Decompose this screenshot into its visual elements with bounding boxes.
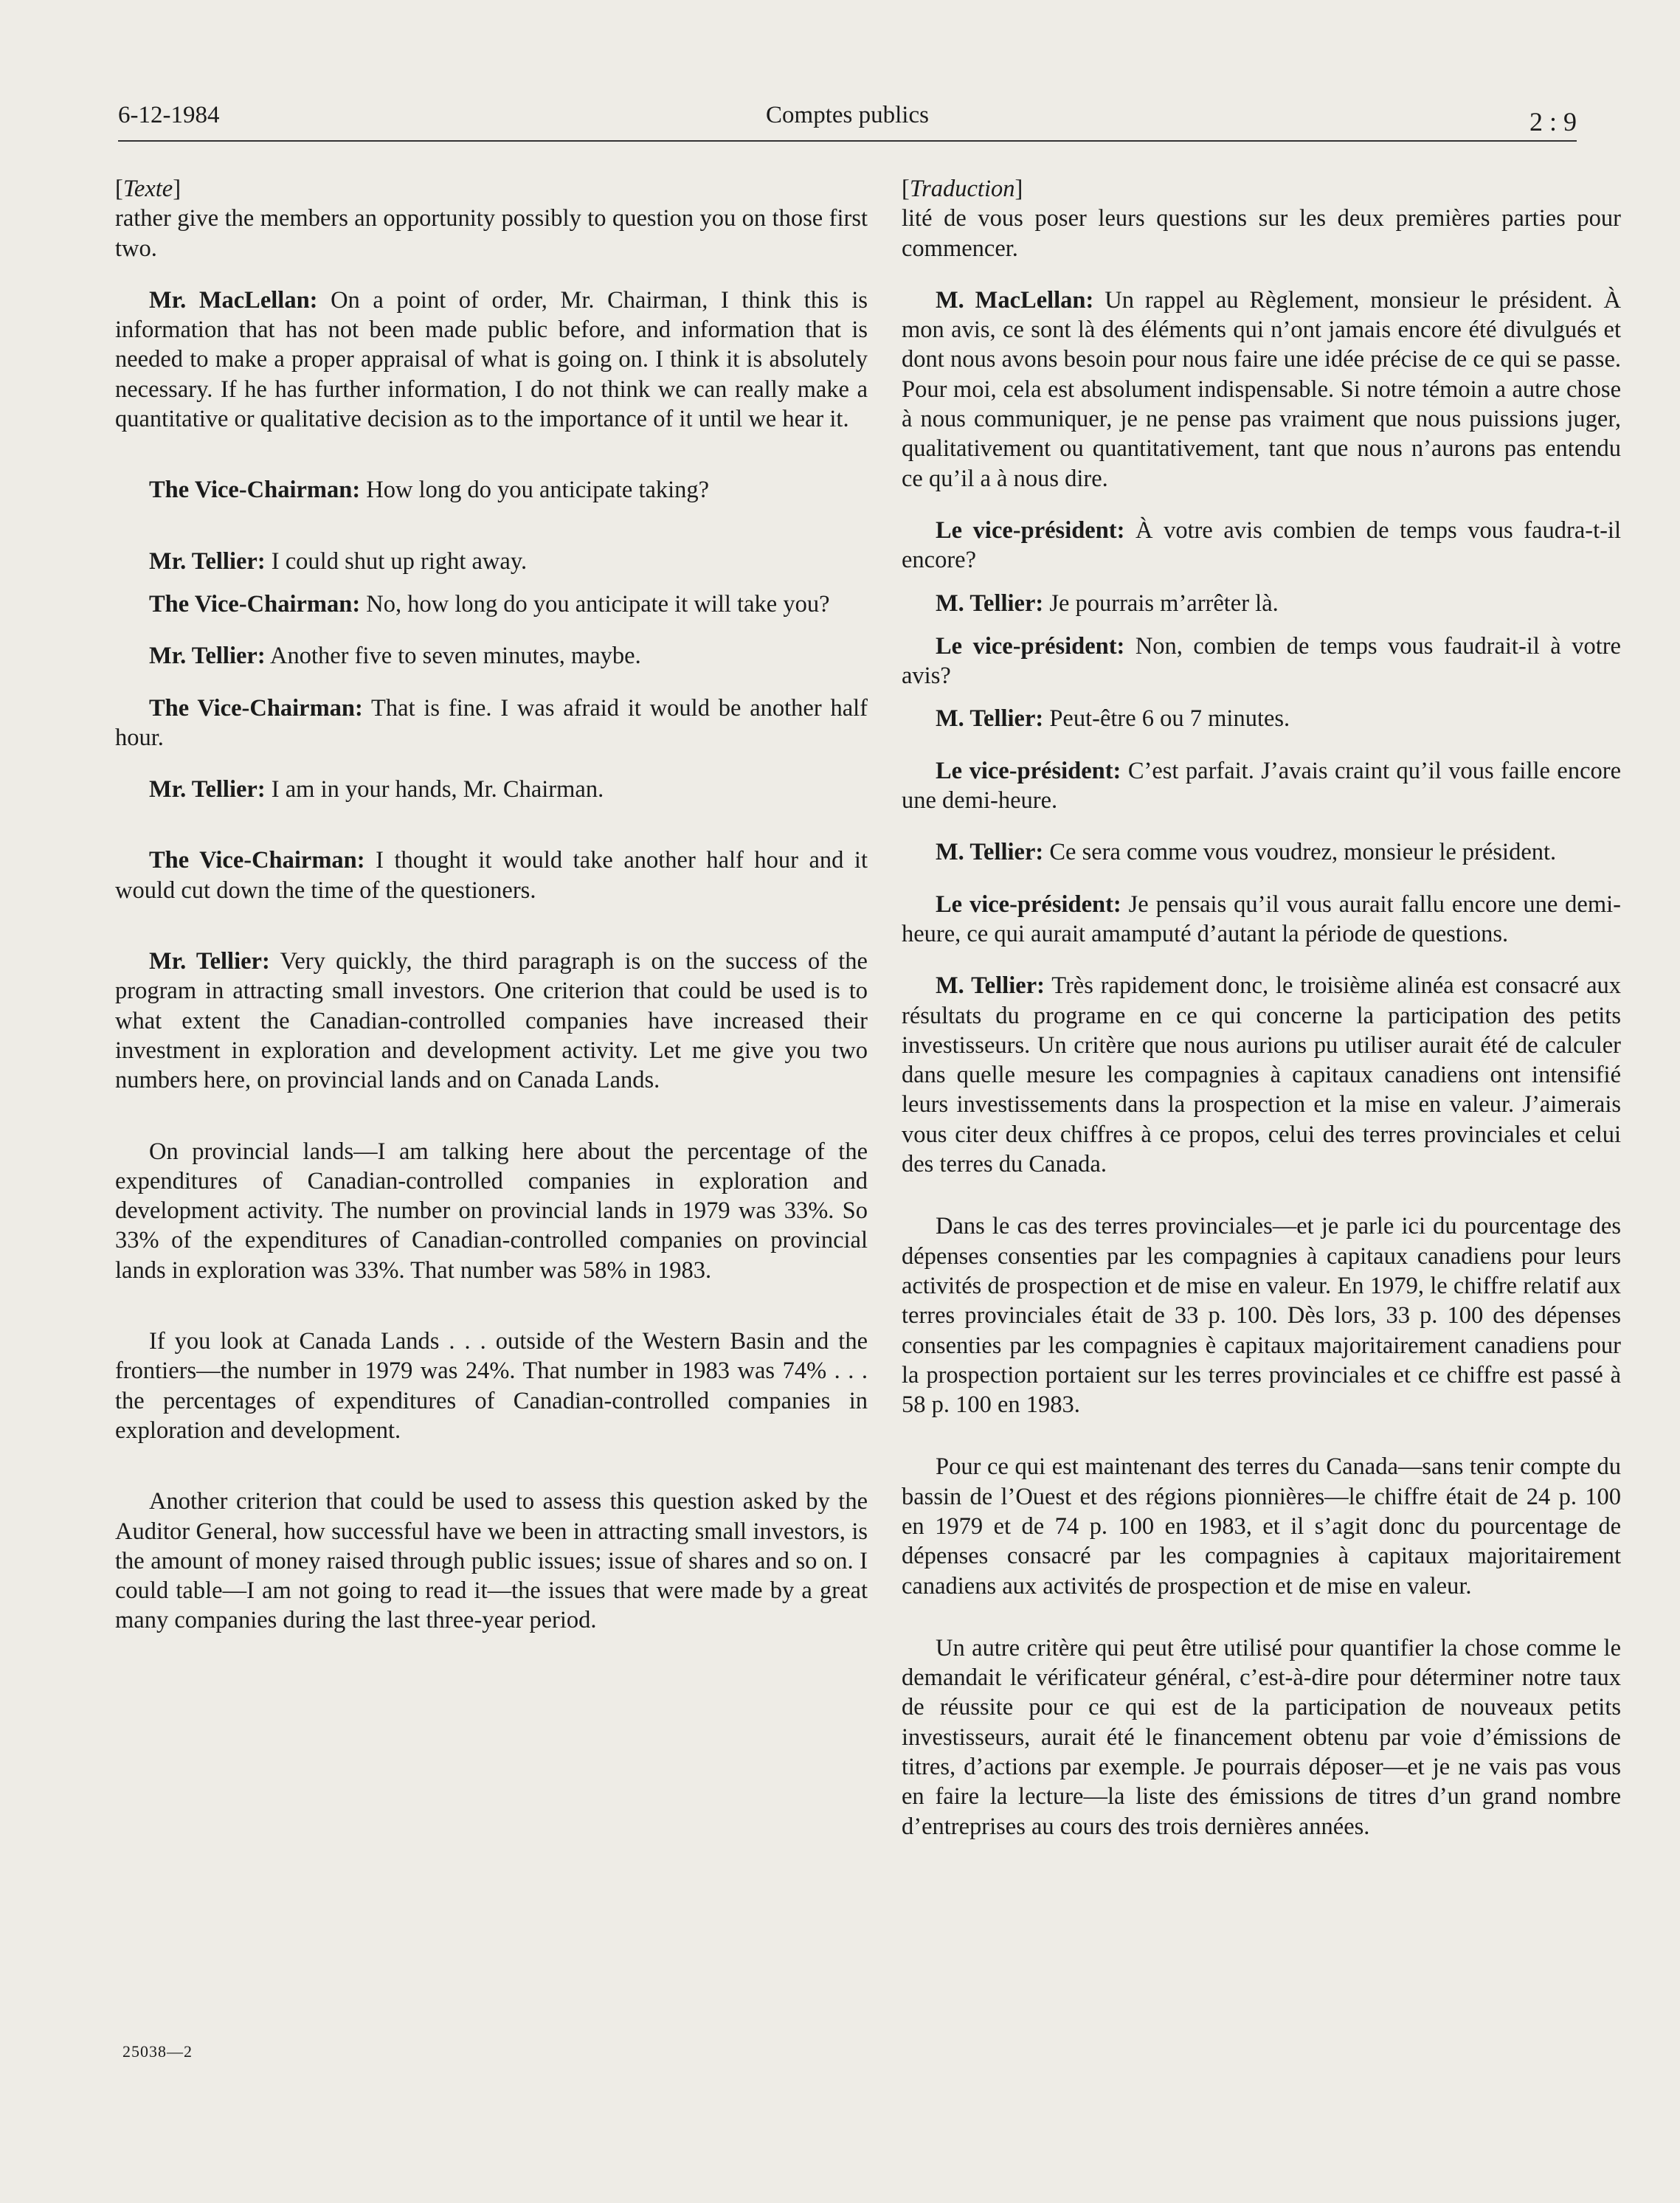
paragraph [902,589,1621,618]
speech-text: No, how long do you anticipate it will take you? [360,590,830,618]
paragraph: Un autre critère qui peut être utilisé pour quantifier la chose comme le demandait le vérificateur général, c’est-à-dire pour déterminer notre taux de réussite pour ce qui est de la participation de nouveaux petits investisseurs, aurait été le financement obtenu par voie d’émissions de titres, d’actions par exemple. Je pourrais déposer—et je ne vais pas vous en faire la lecture—la liste des émissions de titres d’un grand nombre d’entreprises au cours des trois dernières années. [902,1634,1621,1840]
speaker-name: Mr. Tellier: [149,547,266,575]
language-label: [ Traduction ] [902,174,1621,204]
speech-text: I thought it would take another half hour and it would cut down the time of the questioners. [115,847,868,904]
speaker-name: Mr. Tellier: [149,948,270,975]
paragraph [115,589,868,619]
paragraph [902,632,1621,691]
paragraph [902,516,1621,575]
speaker-name: Mr. Tellier: [149,643,266,670]
paragraph [115,641,868,671]
paragraph [902,890,1621,950]
english-column [115,174,868,1636]
paragraph [115,845,868,905]
paragraph [115,775,868,804]
paragraph: Dans le cas des terres provinciales—et je parle ici du pourcentage des dépenses consenties par les compagnies à capitaux canadiens pour leurs activités de prospection et de mise en valeur. En 1979, le chiffre relatif aux terres provinciales était de 33 p. 100. Dès lors, 33 p. 100 des dépenses consenties par les compagnies è capitaux majoritairement canadiens pour la prospection portaient sur les terres provinciales et ce chiffre est passé à 58 p. 100 en 1983. [902,1213,1621,1419]
speaker-name: Mr. MacLellan: [149,286,318,314]
speech-text: Very quickly, the third paragraph is on the success of the program in attracting small investors. One criterion that could be used is to what extent the Canadian-controlled companies have increased their investment in exploration and development activity. Let me give you two numbers here, on provincial lands and on Canada Lands. [115,948,868,1094]
paragraph [115,475,868,505]
speech-text: Peut-être 6 ou 7 minutes. [1043,705,1290,733]
paragraph: Another criterion that could be used to assess this question asked by the Auditor General, how successful have we been in attracting small investors, is the amount of money raised through public issues; issue of shares and so on. I could table—I am not going to read it—the issues that were made by a great many companies during the last three-year period. [115,1488,868,1634]
footer-code: 25038—2 [122,2042,193,2061]
speaker-name: Le vice-président: [936,516,1125,544]
speaker-name: The Vice-Chairman: [149,847,365,874]
speaker-name: The Vice-Chairman: [149,694,363,722]
speech-text: Je pourrais m’arrêter là. [1043,589,1279,617]
speech-text: I could shut up right away. [265,547,528,575]
paragraph [902,971,1621,1179]
speech-text: How long do you anticipate taking? [360,477,710,504]
speaker-name: M. Tellier: [936,972,1045,1000]
speaker-name: M. MacLellan: [936,286,1094,314]
speaker-name: Le vice-président: [936,757,1121,784]
speech-text: On a point of order, Mr. Chairman, I think this is information that has not been made public before, and information that is needed to make a proper appraisal of what is going on. I think it is absolutely necessary. If he has further information, I do not think we can really make a quantitative or qualitative decision as to the importance of it until we hear it. [115,286,868,433]
page-header [118,102,1577,146]
speech-text: Un rappel au Règlement, monsieur le président. À mon avis, ce sont là des éléments qui n’ont jamais encore été divulgués et dont nous avons besoin pour nous faire une idée précise de ce qui se passe. Pour moi, cela est absolument indispensable. Si notre témoin a autre chose à nous communiquer, je ne pense pas vraiment que nous puissions juger, qualitativement ou quantitativement, tant que nous n’aurons pas entendu ce qu’il a à nous dire. [902,286,1621,492]
speech-text: C’est parfait. J’avais craint qu’il vous faille encore une demi-heure. [902,757,1621,815]
speech-text: Très rapidement donc, le troisième alinéa est consacré aux résultats du programe en ce qui concerne la participation des petits investisseurs. Un critère que nous aurions pu utiliser aurait été de calculer dans quelle mesure les compagnies à capitaux canadiens ont intensifié leurs investissements dans la prospection et la mise en valeur. J’aimerais vous citer deux chiffres à ce propos, celui des terres provinciales et celui des terres du Canada. [902,972,1621,1178]
speaker-name: The Vice-Chairman: [149,477,361,504]
speaker-name: Le vice-président: [936,890,1121,918]
header-page-number: 2 : 9 [1529,107,1577,136]
paragraph [115,547,868,576]
paragraph: lité de vous poser leurs questions sur les deux premières parties pour commencer. [902,205,1621,262]
speech-text: I am in your hands, Mr. Chairman. [265,776,604,803]
paragraph: On provincial lands—I am talking here about the percentage of the expenditures of Canadian-controlled companies in exploration and development activity. The number on provincial lands in 1979 was 33%. So 33% of the expenditures of Canadian-controlled companies on provincial lands in exploration was 33%. That number was 58% in 1983. [115,1138,868,1284]
speech-text: Ce sera comme vous voudrez, monsieur le président. [1043,839,1557,866]
header-date: 6-12-1984 [118,102,220,128]
paragraph [115,694,868,753]
speaker-name: Mr. Tellier: [149,776,266,803]
speaker-name: M. Tellier: [936,589,1044,617]
speaker-name: The Vice-Chairman: [149,590,361,618]
french-column [902,174,1621,1841]
paragraph [115,947,868,1095]
speaker-name: M. Tellier: [936,705,1044,733]
speech-text: Je pensais qu’il vous aurait fallu encore une demi-heure, ce qui aurait amamputé d’autant la période de questions. [902,890,1621,947]
paragraph: Pour ce qui est maintenant des terres du Canada—sans tenir compte du bassin de l’Ouest et des régions pionnières—le chiffre était de 24 p. 100 en 1979 et de 74 p. 100 en 1983, et il s’agit donc du pourcentage de dépenses consacré par les compagnies à capitaux majoritairement canadiens aux activités de prospection et de mise en valeur. [902,1453,1621,1599]
speech-text: That is fine. I was afraid it would be another half hour. [115,694,868,751]
speaker-name: Le vice-président: [936,632,1125,660]
paragraph: rather give the members an opportunity possibly to question you on those first two. [115,205,868,262]
header-title: Comptes publics [766,102,929,128]
speech-text: Another five to seven minutes, maybe. [265,643,641,670]
speaker-name: M. Tellier: [936,839,1044,866]
language-label: [ Texte ] [115,174,868,204]
speech-text: À votre avis combien de temps vous faudra-t-il encore? [902,516,1621,574]
speech-text: Non, combien de temps vous faudrait-il à votre avis? [902,632,1621,690]
paragraph: If you look at Canada Lands . . . outside of the Western Basin and the frontiers—the number in 1979 was 24%. That number in 1983 was 74% . . . the percentages of expenditures of Canadian-controlled companies in exploration and development. [115,1328,868,1444]
header-rule [118,140,1577,142]
paragraph [902,837,1621,867]
paragraph [902,756,1621,816]
paragraph [902,286,1621,494]
paragraph [902,704,1621,733]
paragraph [115,286,868,434]
